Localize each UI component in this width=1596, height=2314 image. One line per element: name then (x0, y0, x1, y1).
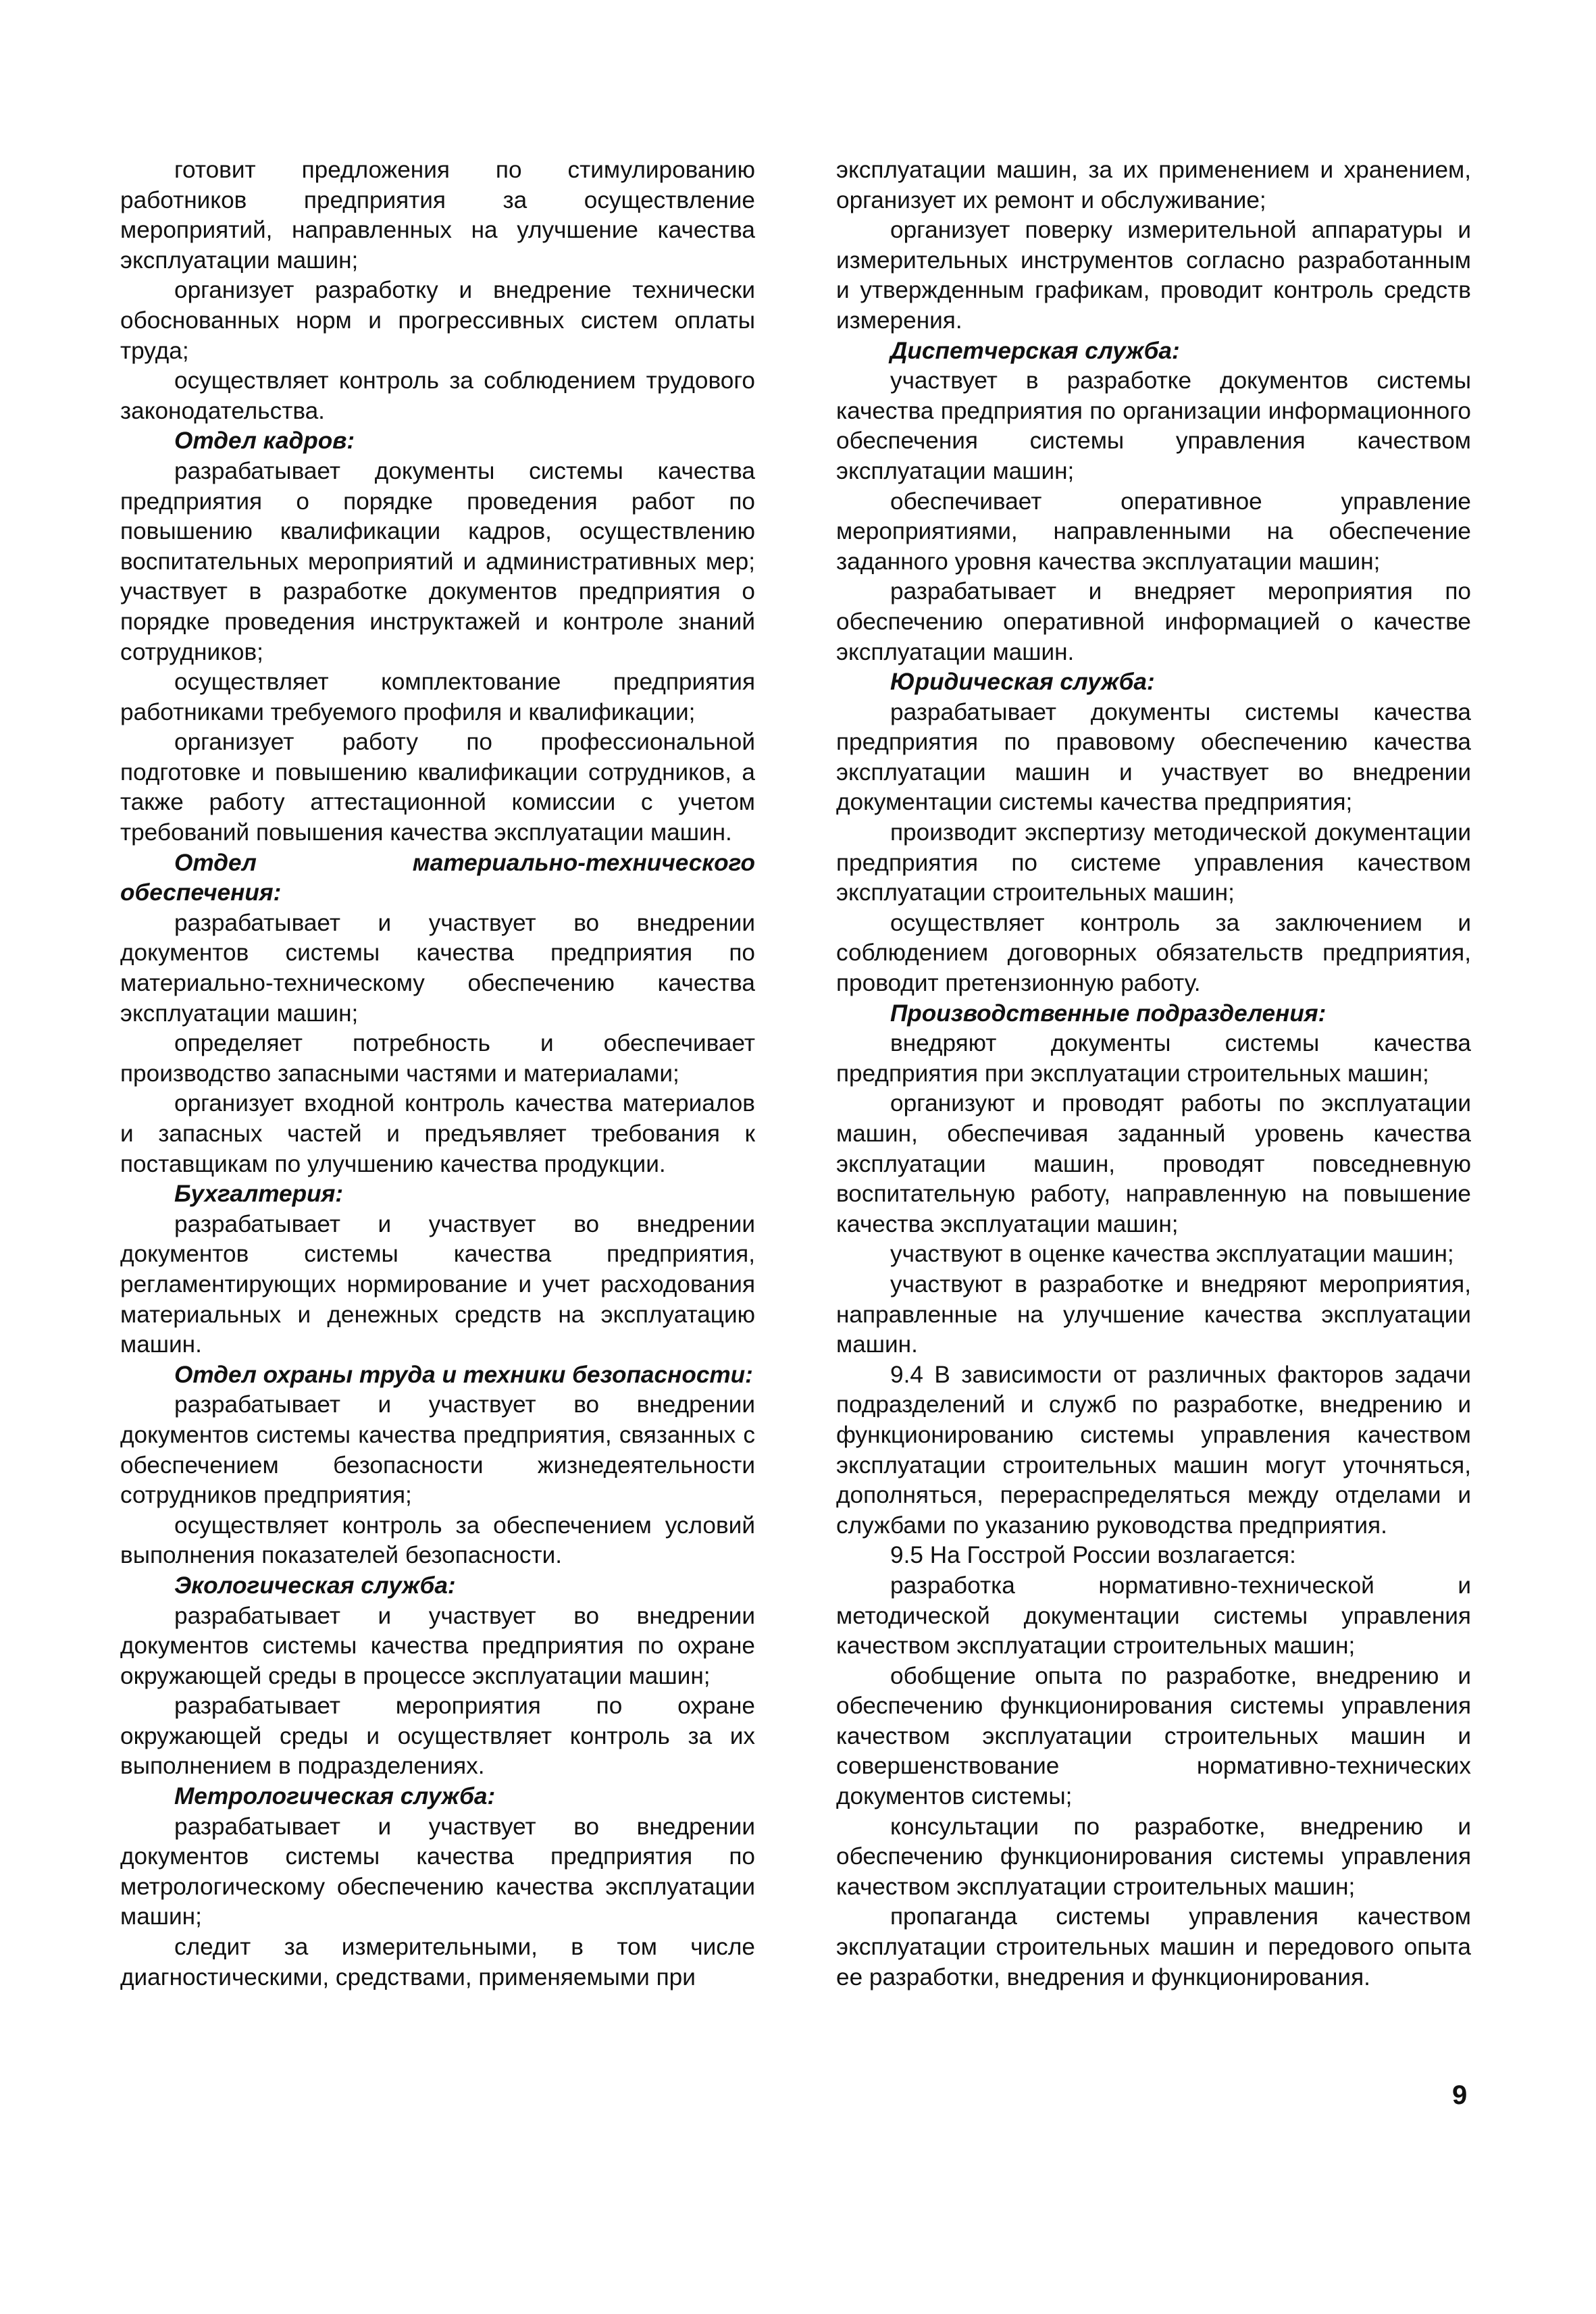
section-heading: Экологическая служба: (174, 1572, 456, 1599)
paragraph: организуют и проводят работы по эксплуатации машин, обеспечивая заданный уровень качества эксплуатации машин, проводят повседневную воспитательную работу, направленную на повышение качества эксплуатации машин; (836, 1090, 1471, 1237)
paragraph: разрабатывает и участвует во внедрении документов системы качества предприятия по метрологическому обеспечению качества эксплуатации машин; (120, 1813, 755, 1930)
paragraph: консультации по разработке, внедрению и обеспечению функционирования системы управления качеством эксплуатации строительных машин; (836, 1813, 1471, 1900)
paragraph: разрабатывает документы системы качества предприятия по правовому обеспечению качества эксплуатации машин и участвует во внедрении документации системы качества предприятия; (836, 698, 1471, 816)
paragraph: обобщение опыта по разработке, внедрению и обеспечению функционирования системы управления качеством эксплуатации строительных машин и совершенствование нормативно-технических документов системы; (836, 1662, 1471, 1810)
paragraph: осуществляет контроль за заключением и соблюдением договорных обязательств предприятия, проводит претензионную работу. (836, 909, 1471, 997)
section-heading: Метрологическая служба: (174, 1783, 496, 1810)
left-column (120, 155, 755, 1992)
paragraph: участвуют в разработке и внедряют мероприятия, направленные на улучшение качества эксплуатации машин. (836, 1270, 1471, 1358)
paragraph: участвуют в оценке качества эксплуатации машин; (890, 1241, 1454, 1268)
paragraph: разработка нормативно-технической и методической документации системы управления качеством эксплуатации строительных машин; (836, 1572, 1471, 1660)
section-heading: Производственные подразделения: (890, 1000, 1327, 1027)
section-heading: Диспетчерская служба: (890, 337, 1180, 364)
paragraph: разрабатывает и участвует во внедрении документов системы качества предприятия, регламентирующих нормирование и учет расходования материальных и денежных средств на эксплуатацию машин. (120, 1210, 755, 1358)
paragraph: 9.4 В зависимости от различных факторов задачи подразделений и служб по разработке, внедрению и функционированию системы управления качеством эксплуатации строительных машин могут уточняться, дополняться, перераспределяться между отделами и службами по указанию руководства предприятия. (836, 1361, 1471, 1539)
paragraph: участвует в разработке документов системы качества предприятия по организации информационного обеспечения системы управления качеством эксплуатации машин; (836, 367, 1471, 484)
paragraph: внедряют документы системы качества предприятия при эксплуатации строительных машин; (836, 1030, 1471, 1087)
paragraph: следит за измерительными, в том числе диагностическими, средствами, применяемыми при (120, 1934, 755, 1990)
paragraph: организует разработку и внедрение технически обоснованных норм и прогрессивных систем оплаты труда; (120, 277, 755, 364)
paragraph: организует работу по профессиональной подготовке и повышению квалификации сотрудников, а также работу аттестационной комиссии с учетом требований повышения качества эксплуатации машин. (120, 729, 755, 846)
paragraph: разрабатывает мероприятия по охране окружающей среды и осуществляет контроль за их выполнением в подразделениях. (120, 1693, 755, 1780)
paragraph: разрабатывает и участвует во внедрении документов системы качества предприятия по материально-техническому обеспечению качества эксплуатации машин; (120, 909, 755, 1027)
paragraph: определяет потребность и обеспечивает производство запасными частями и материалами; (120, 1030, 755, 1087)
paragraph: разрабатывает документы системы качества предприятия о порядке проведения работ по повышению квалификации кадров, осуществлению воспитательных мероприятий и административных мер; участвует в разработке документов предприятия о порядке проведения инструктажей и контроле знаний сотрудников; (120, 457, 755, 665)
page-number: 9 (1452, 2080, 1468, 2110)
paragraph: осуществляет контроль за соблюдением трудового законодательства. (120, 367, 755, 424)
paragraph: разрабатывает и внедряет мероприятия по обеспечению оперативной информацией о качестве эксплуатации машин. (836, 578, 1471, 665)
paragraph: организует входной контроль качества материалов и запасных частей и предъявляет требования к поставщикам по улучшению качества продукции. (120, 1090, 755, 1177)
section-heading: Отдел кадров: (174, 428, 355, 455)
paragraph: пропаганда системы управления качеством эксплуатации строительных машин и передового опыта ее разработки, внедрения и функционирования. (836, 1903, 1471, 1990)
paragraph: осуществляет комплектование предприятия работниками требуемого профиля и квалификации; (120, 669, 755, 725)
paragraph: 9.5 На Госстрой России возлагается: (890, 1542, 1296, 1569)
paragraph: осуществляет контроль за обеспечением условий выполнения показателей безопасности. (120, 1512, 755, 1569)
paragraph: обеспечивает оперативное управление мероприятиями, направленными на обеспечение заданного уровня качества эксплуатации машин; (836, 488, 1471, 575)
section-heading: Отдел материально-технического обеспечения: (120, 849, 755, 906)
paragraph: организует поверку измерительной аппаратуры и измерительных инструментов согласно разработанным и утвержденным графикам, проводит контроль средств измерения. (836, 217, 1471, 334)
paragraph-continuation: эксплуатации машин, за их применением и хранением, организует их ремонт и обслуживание; (836, 157, 1471, 213)
section-heading: Отдел охраны труда и техники безопасности: (174, 1361, 753, 1388)
paragraph: разрабатывает и участвует во внедрении документов системы качества предприятия по охране окружающей среды в процессе эксплуатации машин; (120, 1602, 755, 1689)
paragraph: производит экспертизу методической документации предприятия по системе управления качеством эксплуатации строительных машин; (836, 819, 1471, 906)
paragraph: готовит предложения по стимулированию работников предприятия за осуществление мероприятий, направленных на улучшение качества эксплуатации машин; (120, 157, 755, 274)
section-heading: Бухгалтерия: (174, 1181, 344, 1208)
section-heading: Юридическая служба: (890, 669, 1155, 696)
right-column (836, 155, 1471, 1992)
paragraph: разрабатывает и участвует во внедрении документов системы качества предприятия, связанных с обеспечением безопасности жизнедеятельности сотрудников предприятия; (120, 1391, 755, 1509)
